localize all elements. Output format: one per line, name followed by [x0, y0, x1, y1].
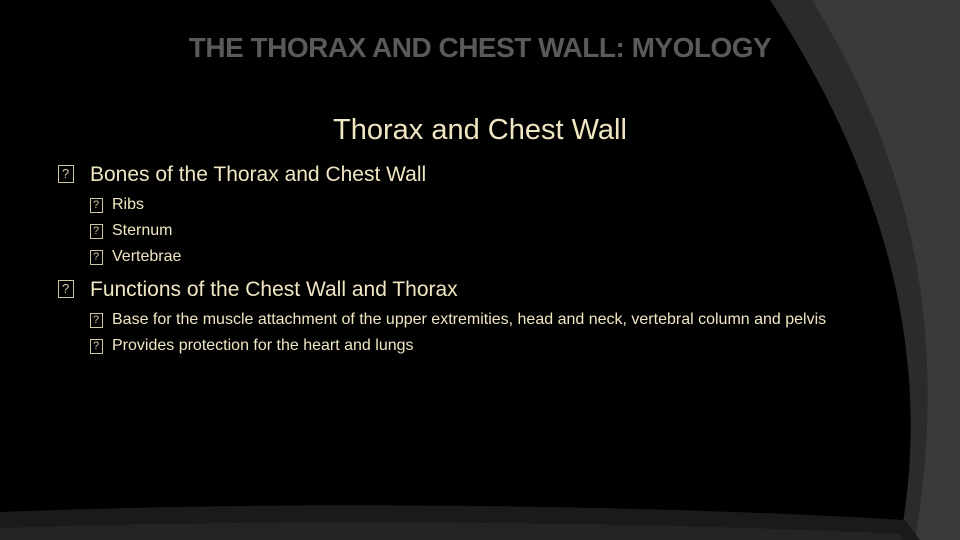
bullet-icon: [90, 339, 103, 354]
bullet-icon: [90, 250, 103, 265]
slide-content: [58, 162, 888, 356]
list-item-ribs: [90, 194, 888, 215]
list-item-label: Provides protection for the heart and lungs: [112, 337, 414, 354]
list-item-label: Base for the muscle attachment of the upper extremities, head and neck, vertebral column and pelvis: [112, 311, 827, 328]
bullet-icon: [58, 280, 74, 298]
bullet-icon: [58, 165, 74, 183]
list-item-sternum: [90, 220, 888, 241]
list-item-muscle-attachment: [90, 309, 888, 330]
bullet-icon: [90, 313, 103, 328]
section-bones-label: Bones of the Thorax and Chest Wall: [90, 163, 427, 186]
list-item-protection: [90, 335, 888, 356]
list-item-label: Ribs: [112, 196, 145, 213]
slide-subheading: [0, 114, 960, 147]
section-functions-label: Functions of the Chest Wall and Thorax: [90, 278, 458, 301]
bullet-icon: [90, 224, 103, 239]
bullet-icon: [90, 198, 103, 213]
list-item-label: Sternum: [112, 222, 173, 239]
section-functions: [58, 277, 888, 303]
slide-title: THE THORAX AND CHEST WALL: MYOLOGY: [188, 32, 772, 63]
list-item-label: Vertebrae: [112, 248, 182, 265]
subheading-text: Thorax and Chest Wall: [333, 114, 627, 146]
section-bones: [58, 162, 888, 188]
list-item-vertebrae: [90, 246, 888, 267]
